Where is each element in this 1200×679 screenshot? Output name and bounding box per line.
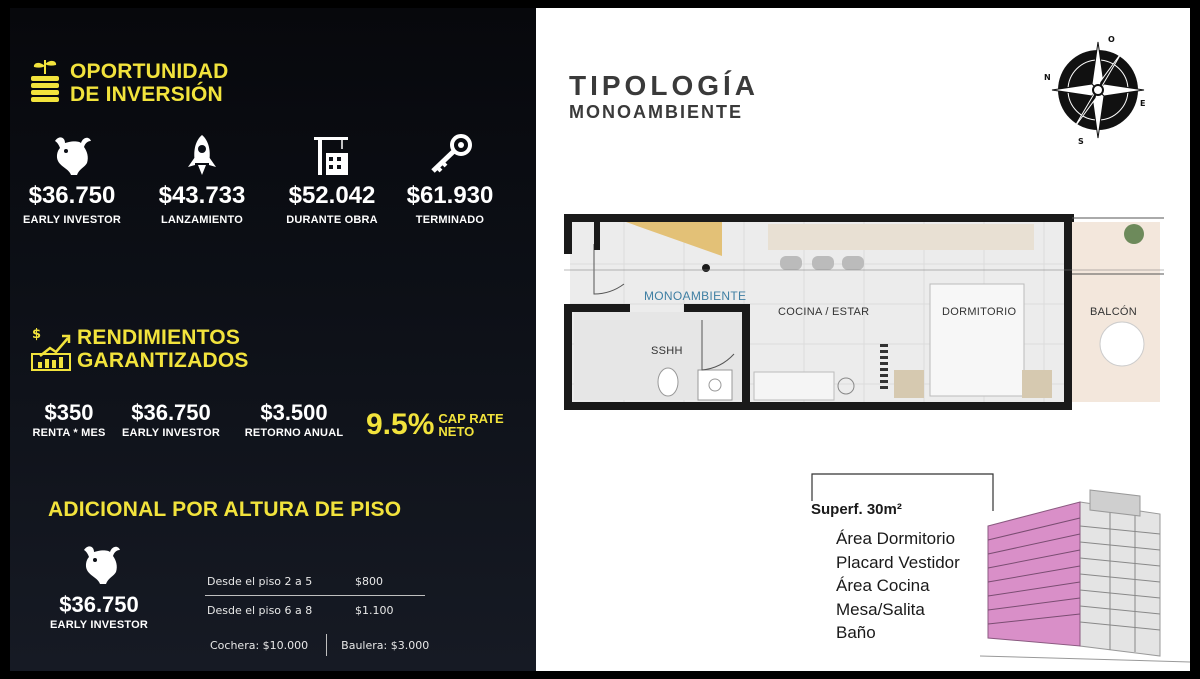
- growth-chart-icon: [30, 326, 72, 372]
- page-title: TIPOLOGÍA: [569, 70, 759, 101]
- typology-panel: [536, 8, 1190, 671]
- price-terminado: $61.930 TERMINADO: [390, 130, 510, 226]
- compass-label-e: E: [1140, 99, 1146, 108]
- bull-icon: [78, 542, 124, 586]
- return-annual: $3.500 RETORNO ANUAL: [244, 400, 344, 439]
- room-label-monoambiente: MONOAMBIENTE: [644, 289, 747, 303]
- cochera-price: Cochera: $10.000: [210, 638, 309, 652]
- page-subtitle: MONOAMBIENTE: [569, 102, 743, 122]
- floor-extra-table: [205, 568, 425, 624]
- compass-label-s: S: [1078, 137, 1084, 146]
- room-label-cocina: COCINA / ESTAR: [778, 306, 870, 318]
- list-item: Placard Vestidor: [836, 552, 960, 572]
- extras-row: [210, 634, 429, 656]
- compass-label-n: N: [1044, 73, 1051, 82]
- floor-extra-title: ADICIONAL POR ALTURA DE PISO: [48, 498, 402, 521]
- room-label-balcon: BALCÓN: [1090, 306, 1138, 318]
- floor-plan: [564, 204, 1164, 444]
- table-row: Desde el piso 2 a 5 $800: [205, 568, 425, 596]
- cap-rate-value: 9.5%: [366, 408, 435, 441]
- crane-building-icon: [272, 130, 392, 180]
- baulera-price: Baulera: $3.000: [341, 638, 430, 652]
- surface-title: Superf. 30m²: [811, 501, 902, 518]
- rocket-icon: [142, 130, 262, 180]
- svg-text:$: $: [32, 327, 42, 342]
- cap-rate-label: CAP RATE NETO: [438, 411, 504, 439]
- list-item: Mesa/Salita: [836, 599, 925, 619]
- key-icon: [390, 130, 510, 180]
- features-list: [836, 527, 960, 645]
- divider: [326, 634, 327, 656]
- investment-title: OPORTUNIDAD DE INVERSIÓN: [70, 60, 229, 106]
- money-plant-icon: [28, 56, 62, 104]
- price-early-investor: $36.750 EARLY INVESTOR: [12, 130, 132, 226]
- return-renta: $350 RENTA * MES: [32, 400, 106, 439]
- list-item: Baño: [836, 623, 876, 642]
- price-durante-obra: $52.042 DURANTE OBRA: [272, 130, 392, 226]
- room-label-dormitorio: DORMITORIO: [942, 306, 1017, 318]
- investment-panel: [10, 8, 536, 671]
- price-lanzamiento: $43.733 LANZAMIENTO: [142, 130, 262, 226]
- floor-extra-price: $36.750 EARLY INVESTOR: [50, 592, 148, 631]
- list-item: Área Cocina: [836, 576, 930, 595]
- returns-title: RENDIMIENTOS GARANTIZADOS: [77, 326, 249, 372]
- building-illustration: [980, 486, 1190, 666]
- return-early-investor: $36.750 EARLY INVESTOR: [122, 400, 220, 439]
- bull-icon: [12, 130, 132, 180]
- cap-rate: [366, 408, 504, 442]
- compass-icon: [1042, 34, 1150, 146]
- room-label-sshh: SSHH: [651, 345, 683, 357]
- list-item: Área Dormitorio: [836, 529, 956, 548]
- table-row: Desde el piso 6 a 8 $1.100: [207, 603, 394, 617]
- compass-label-o: O: [1108, 35, 1115, 44]
